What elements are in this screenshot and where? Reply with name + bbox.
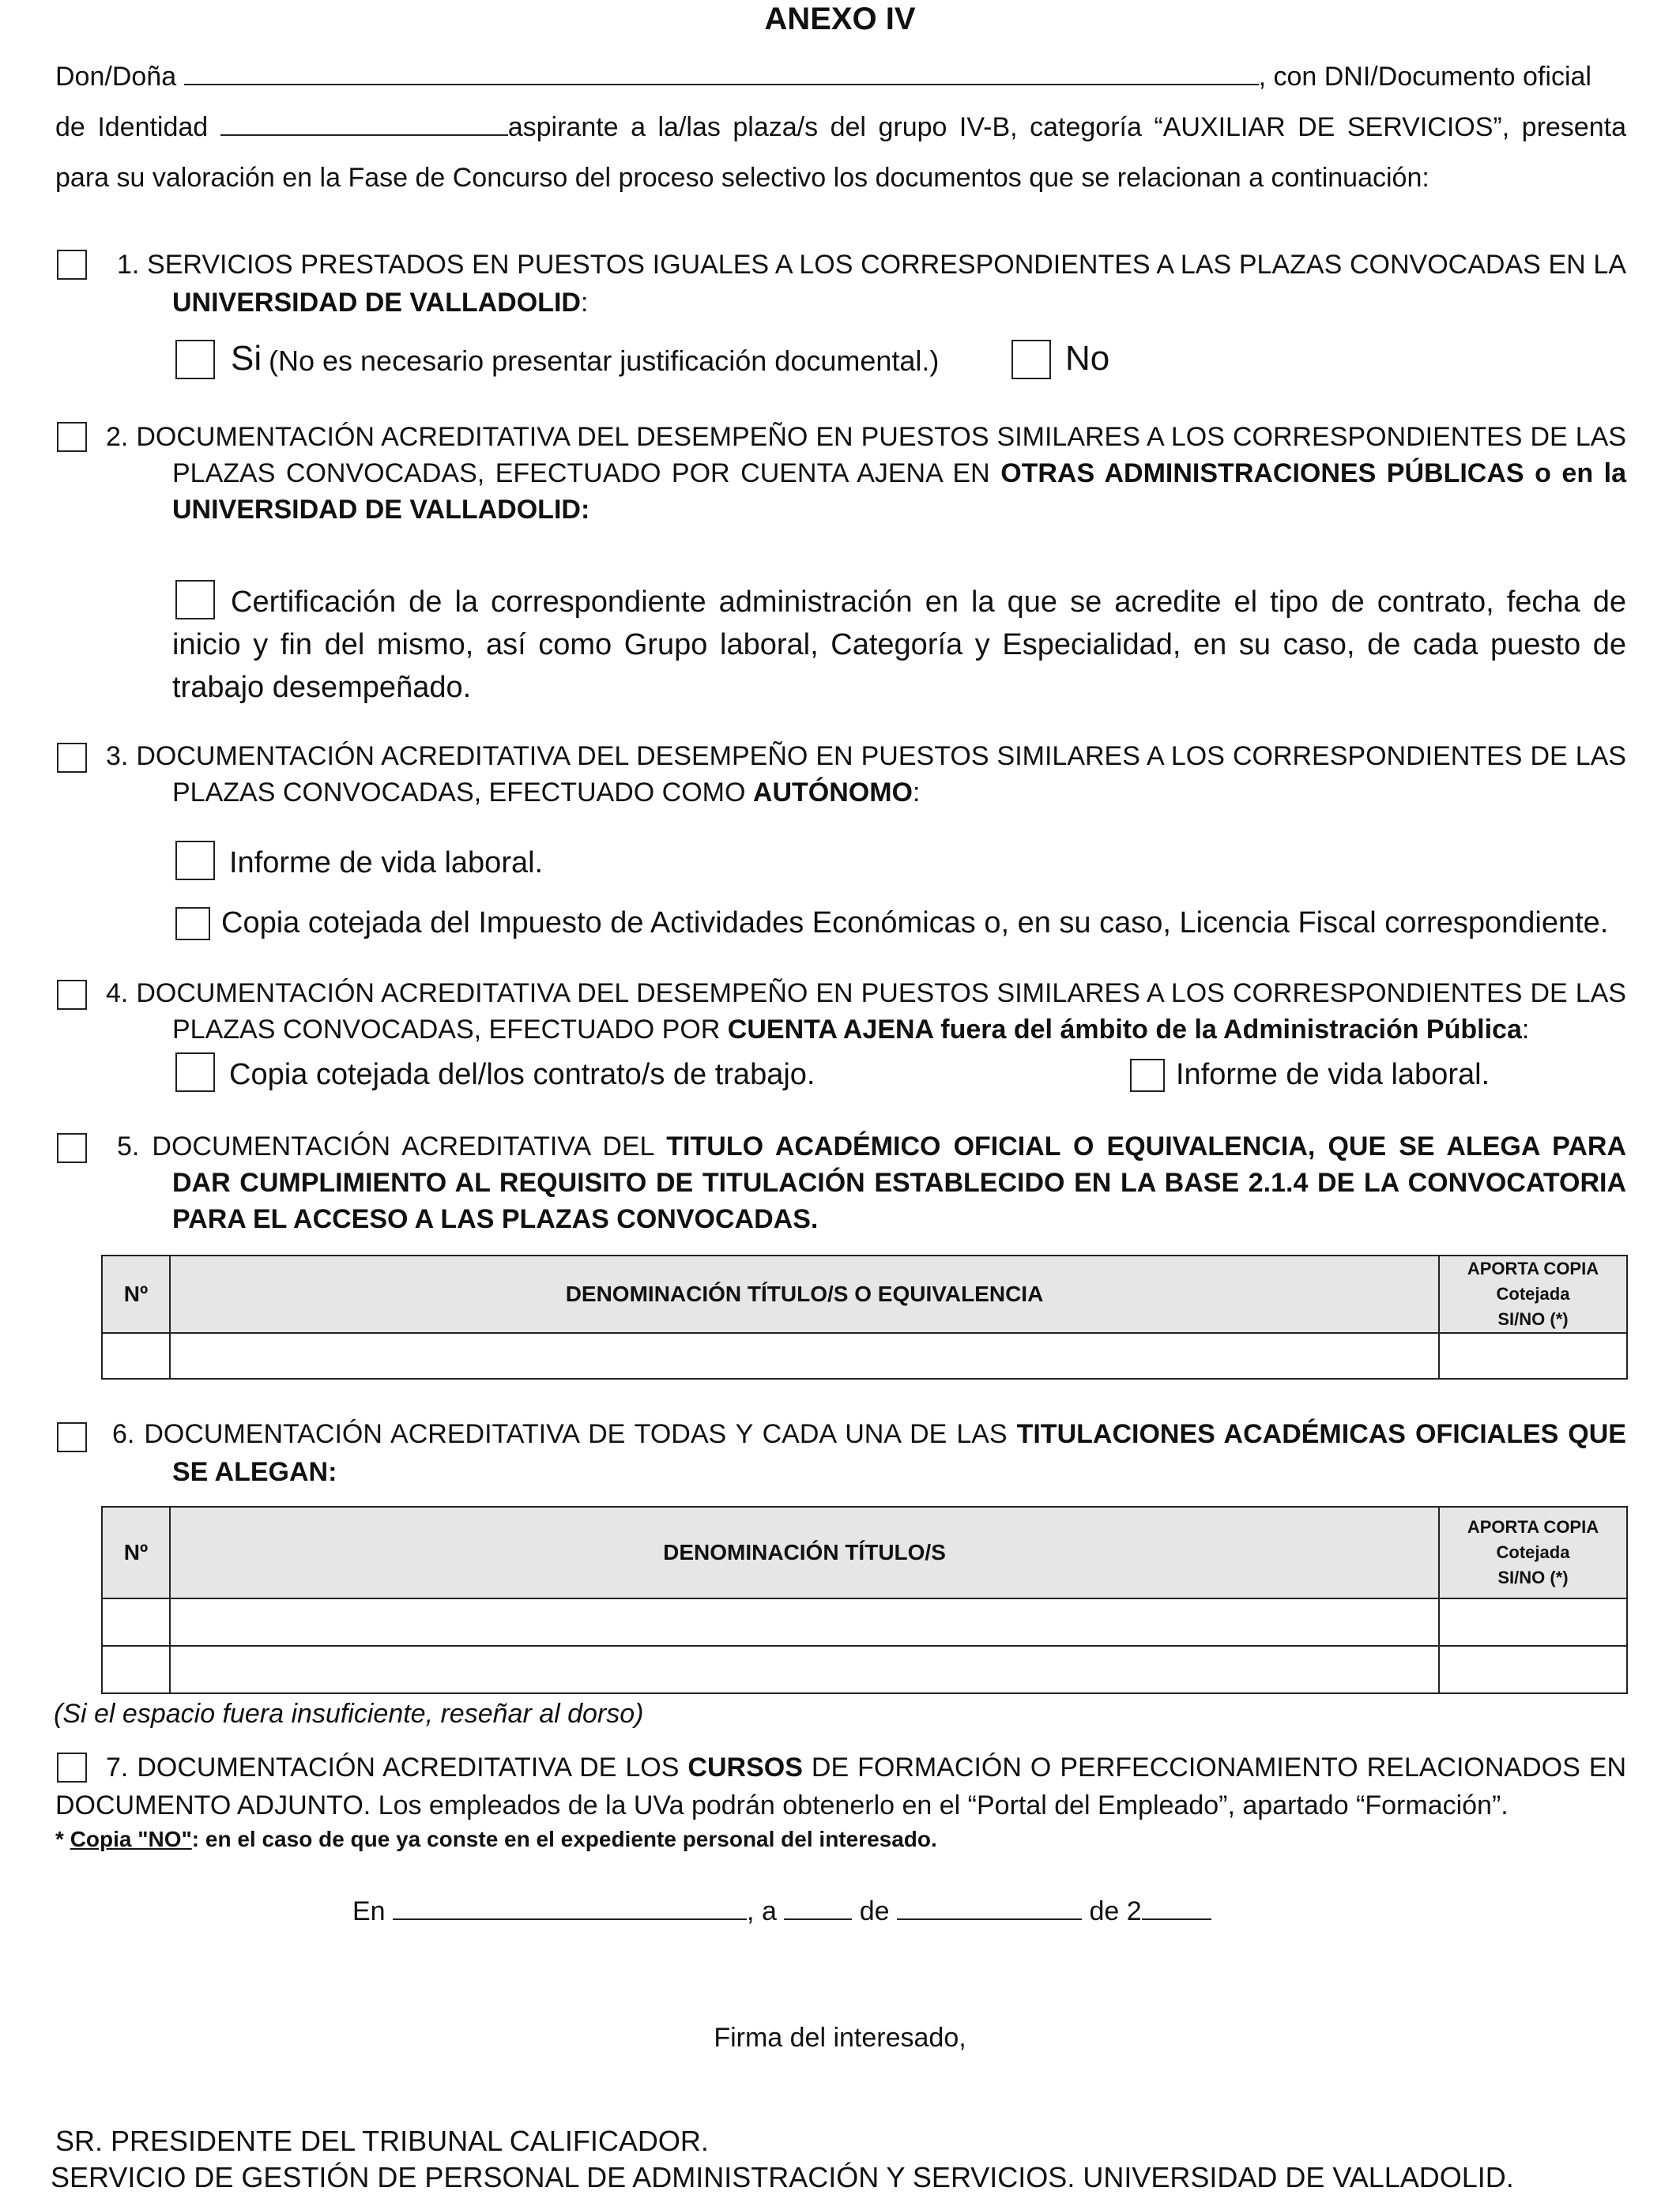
addressee-line-1: SR. PRESIDENTE DEL TRIBUNAL CALIFICADOR. [55, 2125, 709, 2157]
otras-admin-bold: OTRAS ADMINISTRACIONES PÚBLICAS o en la [1000, 458, 1627, 488]
year-field[interactable] [1142, 1893, 1211, 1920]
cuenta-ajena-bold: CUENTA AJENA fuera del ámbito de la Administración Pública [727, 1015, 1522, 1045]
section-3-line-1: 3. DOCUMENTACIÓN ACREDITATIVA DEL DESEMPEÑO EN PUESTOS SIMILARES A LOS CORRESPONDIENTES DE LAS [106, 741, 1626, 771]
cell-title[interactable] [170, 1333, 1439, 1379]
intro-line-3: para su valoración en la Fase de Concurso del proceso selectivo los documentos que se relacionan a continuación: [55, 163, 1430, 193]
table-row [102, 1333, 1627, 1379]
cell-copy[interactable] [1439, 1333, 1627, 1379]
colon: : [912, 777, 921, 808]
star: * [55, 1827, 70, 1851]
day-field[interactable] [784, 1893, 852, 1920]
name-field[interactable] [184, 58, 1259, 85]
cell-title[interactable] [170, 1646, 1439, 1693]
vida-laboral-4-label: Informe de vida laboral. [1176, 1058, 1490, 1091]
intro-line-2 [55, 109, 1626, 145]
section-5-line-1 [117, 1128, 1626, 1165]
firma-label: Firma del interesado, [714, 2023, 966, 2053]
section-6-line-2: SE ALEGAN: [172, 1457, 337, 1487]
titulaciones-bold: TITULACIONES ACADÉMICAS OFICIALES QUE [1016, 1419, 1626, 1449]
cell-no[interactable] [102, 1333, 170, 1379]
cert-line-2: inicio y fin del mismo, así como Grupo laboral, Categoría y Especialidad, en su caso, de cada puesto de [172, 628, 1626, 661]
col-copy-3: SI/NO (*) [1497, 1568, 1569, 1587]
date-line [352, 1893, 1211, 1930]
contratos-label: Copia cotejada del/los contrato/s de trabajo. [229, 1058, 816, 1091]
section-5-line-2: DAR CUMPLIMIENTO AL REQUISITO DE TITULACIÓN ESTABLECIDO EN LA BASE 2.1.4 DE LA CONVOCATORIA [172, 1168, 1626, 1198]
page-title: ANEXO IV [764, 2, 916, 36]
autonomo-bold: AUTÓNOMO [752, 777, 913, 808]
section-7-checkbox[interactable] [57, 1753, 87, 1783]
uva-bold: UNIVERSIDAD DE VALLADOLID [172, 288, 581, 318]
si-checkbox[interactable] [175, 340, 215, 379]
iae-label: Copia cotejada del Impuesto de Actividades Económicas o, en su caso, Licencia Fiscal correspondiente. [221, 906, 1609, 939]
col-no: Nº [102, 1256, 170, 1333]
cursos-bold: CURSOS [687, 1753, 803, 1783]
si-note: (No es necesario presentar justificación documental.) [269, 344, 940, 377]
section-1-line-2 [172, 284, 588, 321]
line2a: PLAZAS CONVOCADAS, EFECTUADO POR CUENTA AJENA EN [172, 458, 1001, 488]
table-row [102, 1598, 1627, 1646]
line2a: PLAZAS CONVOCADAS, EFECTUADO POR [172, 1015, 728, 1045]
col-copy-1: APORTA COPIA [1467, 1517, 1599, 1537]
si-label: Si [231, 339, 262, 378]
section-6-line-1 [112, 1416, 1626, 1452]
section-3-checkbox[interactable] [57, 743, 87, 773]
cell-copy[interactable] [1439, 1646, 1627, 1693]
section-5-checkbox[interactable] [57, 1133, 87, 1163]
col-copy-2: Cotejada [1496, 1284, 1570, 1304]
iae-checkbox[interactable] [175, 907, 210, 940]
cell-title[interactable] [170, 1598, 1439, 1646]
col-copy-3: SI/NO (*) [1497, 1309, 1569, 1329]
table-header-row [102, 1507, 1627, 1598]
section-4-checkbox[interactable] [57, 980, 87, 1010]
contratos-checkbox[interactable] [175, 1052, 215, 1092]
titulaciones-table [101, 1506, 1628, 1694]
section-2-line-3: UNIVERSIDAD DE VALLADOLID: [172, 495, 590, 525]
month-field[interactable] [897, 1893, 1082, 1920]
section-6-checkbox[interactable] [57, 1422, 87, 1452]
section-4-line-2 [172, 1011, 1529, 1048]
cell-copy[interactable] [1439, 1598, 1627, 1646]
section-2-line-1: 2. DOCUMENTACIÓN ACREDITATIVA DEL DESEMPEÑO EN PUESTOS SIMILARES A LOS CORRESPONDIENTES DE LAS [106, 422, 1626, 452]
cert-line-1: Certificación de la correspondiente administración en la que se acredite el tipo de contrato, fecha de [231, 585, 1626, 619]
section-3-line-2 [172, 774, 920, 811]
colon: : [1521, 1015, 1530, 1045]
line1a: 6. DOCUMENTACIÓN ACREDITATIVA DE TODAS Y CADA UNA DE LAS [112, 1419, 1017, 1449]
copia-no: Copia "NO" [70, 1827, 192, 1851]
section-2-line-2 [172, 455, 1626, 491]
addressee-line-2: SERVICIO DE GESTIÓN DE PERSONAL DE ADMINISTRACIÓN Y SERVICIOS. UNIVERSIDAD DE VALLADOLID. [51, 2161, 1514, 2193]
dni-field[interactable] [220, 109, 508, 136]
note-rest: : en el caso de que ya conste en el expediente personal del interesado. [191, 1827, 937, 1851]
section-4-line-1: 4. DOCUMENTACIÓN ACREDITATIVA DEL DESEMPEÑO EN PUESTOS SIMILARES A LOS CORRESPONDIENTES DE LAS [106, 978, 1626, 1008]
year-prefix: de 2 [1089, 1896, 1142, 1926]
no-label: No [1065, 339, 1110, 378]
vida-laboral-label: Informe de vida laboral. [229, 846, 544, 879]
col-copy [1439, 1507, 1627, 1598]
cell-no[interactable] [102, 1646, 170, 1693]
titulo-bold: TITULO ACADÉMICO OFICIAL O EQUIVALENCIA, QUE SE ALEGA PARA [666, 1131, 1626, 1162]
section-7-line-1 [106, 1749, 1626, 1786]
don-dona-label: Don/Doña [55, 62, 177, 92]
copia-no-note [55, 1824, 937, 1855]
cert-line-3: trabajo desempeñado. [172, 671, 472, 704]
section-1-line-1: 1. SERVICIOS PRESTADOS EN PUESTOS IGUALES A LOS CORRESPONDIENTES A LAS PLAZAS CONVOCADAS EN LA [117, 250, 1626, 280]
dni-label: , con DNI/Documento oficial [1258, 62, 1591, 92]
section-2-checkbox[interactable] [57, 422, 87, 452]
col-title: DENOMINACIÓN TÍTULO/S [170, 1507, 1439, 1598]
line1a: 7. DOCUMENTACIÓN ACREDITATIVA DE LOS [106, 1753, 688, 1783]
place-field[interactable] [393, 1893, 747, 1920]
en-label: En [352, 1896, 386, 1926]
table-row [102, 1646, 1627, 1693]
section-7-line-2: DOCUMENTO ADJUNTO. Los empleados de la UVa podrán obtenerlo en el “Portal del Empleado”, apartado “Formación”. [55, 1790, 1509, 1820]
vida-laboral-4-checkbox[interactable] [1130, 1059, 1165, 1092]
no-checkbox[interactable] [1011, 340, 1051, 379]
col-copy-2: Cotejada [1496, 1542, 1570, 1562]
line2a: PLAZAS CONVOCADAS, EFECTUADO COMO [172, 777, 753, 808]
table-header-row [102, 1256, 1627, 1333]
line1-rest: DE FORMACIÓN O PERFECCIONAMIENTO RELACIONADOS EN [802, 1753, 1626, 1783]
a-label: , a [747, 1896, 777, 1926]
space-note: (Si el espacio fuera insuficiente, reseñar al dorso) [54, 1699, 644, 1729]
cell-no[interactable] [102, 1598, 170, 1646]
section-1-checkbox[interactable] [57, 250, 87, 280]
de-label: de [859, 1896, 890, 1926]
vida-laboral-checkbox[interactable] [175, 841, 215, 880]
aspirante-text: aspirante a la/las plaza/s del grupo IV-B, categoría “AUXILIAR DE SERVICIOS”, presenta [507, 112, 1626, 142]
col-copy-1: APORTA COPIA [1467, 1259, 1599, 1278]
identidad-label: de Identidad [55, 112, 209, 142]
section-5-line-3: PARA EL ACCESO A LAS PLAZAS CONVOCADAS. [172, 1204, 819, 1234]
col-no: Nº [102, 1507, 170, 1598]
certificacion-checkbox[interactable] [175, 580, 215, 619]
line1a: 5. DOCUMENTACIÓN ACREDITATIVA DEL [117, 1131, 667, 1162]
intro-line-1 [55, 58, 1626, 95]
col-title: DENOMINACIÓN TÍTULO/S O EQUIVALENCIA [170, 1256, 1439, 1333]
titulo-table [101, 1255, 1628, 1380]
colon: : [580, 288, 589, 318]
col-copy [1439, 1256, 1627, 1333]
